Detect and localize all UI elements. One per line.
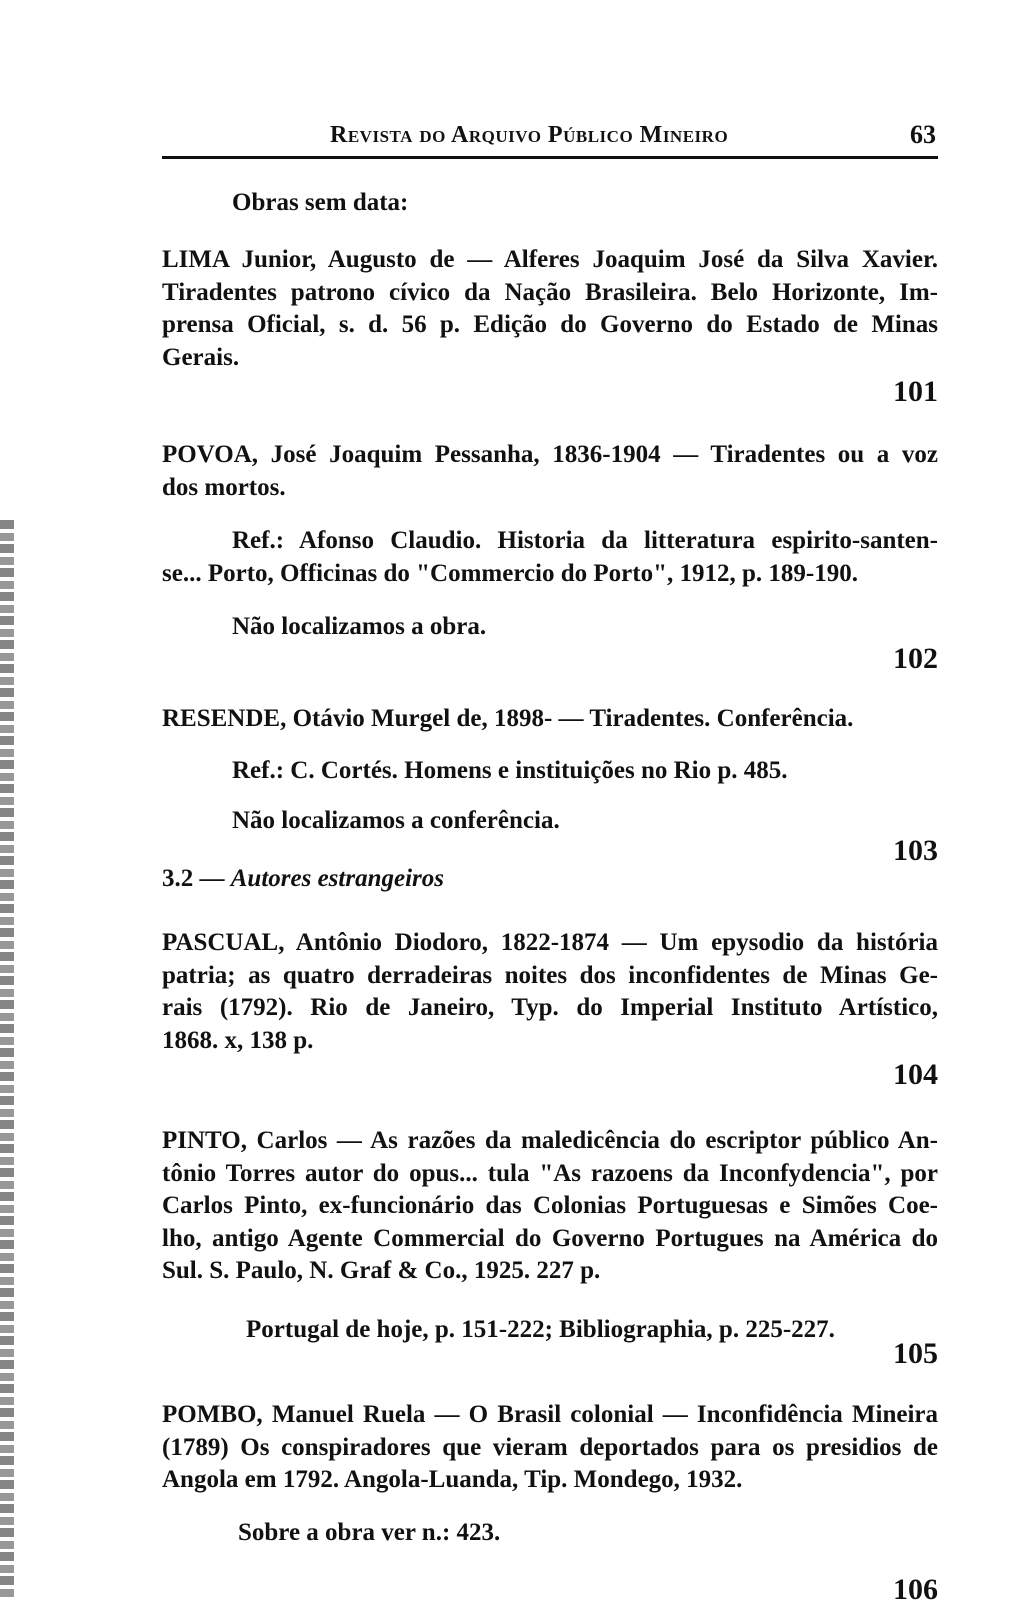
note-text: Sobre a obra ver n.: 423. bbox=[238, 1519, 501, 1546]
note-line: se... Porto, Officinas do "Commercio do Porto", 1912, p. 189-190. bbox=[162, 559, 858, 587]
entry-number: 106 bbox=[893, 1573, 938, 1606]
entry-line: LIMA Junior, Augusto de — Alferes Joaquim José da Silva Xavier. bbox=[162, 246, 938, 273]
entry-number: 103 bbox=[893, 834, 938, 867]
page-number: 63 bbox=[910, 120, 936, 149]
entry-line: Carlos Pinto, ex-funcionário das Colonias Portuguesas e Simões Coe- bbox=[162, 1192, 938, 1219]
entry-number: 102 bbox=[893, 642, 938, 675]
subsection-heading bbox=[162, 862, 444, 896]
subsection-title: Autores estrangeiros bbox=[230, 865, 444, 892]
note-line: Ref.: Afonso Claudio. Historia da litteratura espirito-santen- bbox=[232, 527, 938, 554]
entry-line: Tiradentes patrono cívico da Nação Brasileira. Belo Horizonte, Im- bbox=[162, 278, 938, 306]
bibliography-entry bbox=[162, 1399, 938, 1497]
bibliography-entry bbox=[162, 439, 938, 504]
entry-line: prensa Oficial, s. d. 56 p. Edição do Governo do Estado de Minas bbox=[162, 311, 938, 338]
note-text: Ref.: C. Cortés. Homens e instituições no Rio p. 485. bbox=[232, 757, 788, 784]
note-text: Portugal de hoje, p. 151-222; Bibliographia, p. 225-227. bbox=[246, 1316, 835, 1343]
entry-line: 1868. x, 138 p. bbox=[162, 1026, 314, 1054]
entry-line: Angola em 1792. Angola-Luanda, Tip. Mondego, 1932. bbox=[162, 1466, 743, 1493]
entry-line: lho, antigo Agente Commercial do Governo Portugues na América do bbox=[162, 1224, 938, 1252]
section-heading: Obras sem data: bbox=[232, 189, 409, 216]
note-text: Não localizamos a obra. bbox=[232, 613, 487, 640]
subsection-label: 3.2 — bbox=[162, 865, 225, 892]
running-header bbox=[162, 118, 938, 159]
entry-line: PASCUAL, Antônio Diodoro, 1822-1874 — Um epysodio da história bbox=[162, 929, 938, 956]
bibliography-entry bbox=[162, 1125, 938, 1288]
entry-line: Sul. S. Paulo, N. Graf & Co., 1925. 227 p. bbox=[162, 1257, 601, 1284]
entry-number: 104 bbox=[893, 1058, 938, 1091]
entry-line: POMBO, Manuel Ruela — O Brasil colonial — Inconfidência Mineira bbox=[162, 1401, 938, 1428]
scan-binding-edge bbox=[0, 520, 14, 1597]
entry-number: 105 bbox=[893, 1337, 938, 1370]
entry-number: 101 bbox=[893, 375, 938, 408]
entry-line: PINTO, Carlos — As razões da maledicência do escriptor público An- bbox=[162, 1127, 938, 1154]
bibliography-entry bbox=[162, 927, 938, 1057]
entry-line: POVOA, José Joaquim Pessanha, 1836-1904 — Tiradentes ou a voz bbox=[162, 441, 938, 468]
entry-line: patria; as quatro derradeiras noites dos inconfidentes de Minas Ge- bbox=[162, 961, 938, 989]
reference-note bbox=[162, 525, 938, 590]
entry-line: tônio Torres autor do opus... tula "As razoens da Inconfydencia", por bbox=[162, 1159, 938, 1187]
note-text: Não localizamos a conferência. bbox=[232, 807, 560, 834]
running-title: Revista do Arquivo Público Mineiro bbox=[330, 122, 729, 148]
bibliography-entry bbox=[162, 703, 938, 736]
entry-line: RESENDE, Otávio Murgel de, 1898- — Tiradentes. Conferência. bbox=[162, 705, 854, 732]
entry-line: Gerais. bbox=[162, 343, 240, 371]
entry-line: dos mortos. bbox=[162, 473, 286, 501]
entry-line: rais (1792). Rio de Janeiro, Typ. do Imperial Instituto Artístico, bbox=[162, 994, 938, 1021]
entry-line: (1789) Os conspiradores que vieram deportados para os presidios de bbox=[162, 1433, 938, 1461]
bibliography-entry bbox=[162, 244, 938, 374]
